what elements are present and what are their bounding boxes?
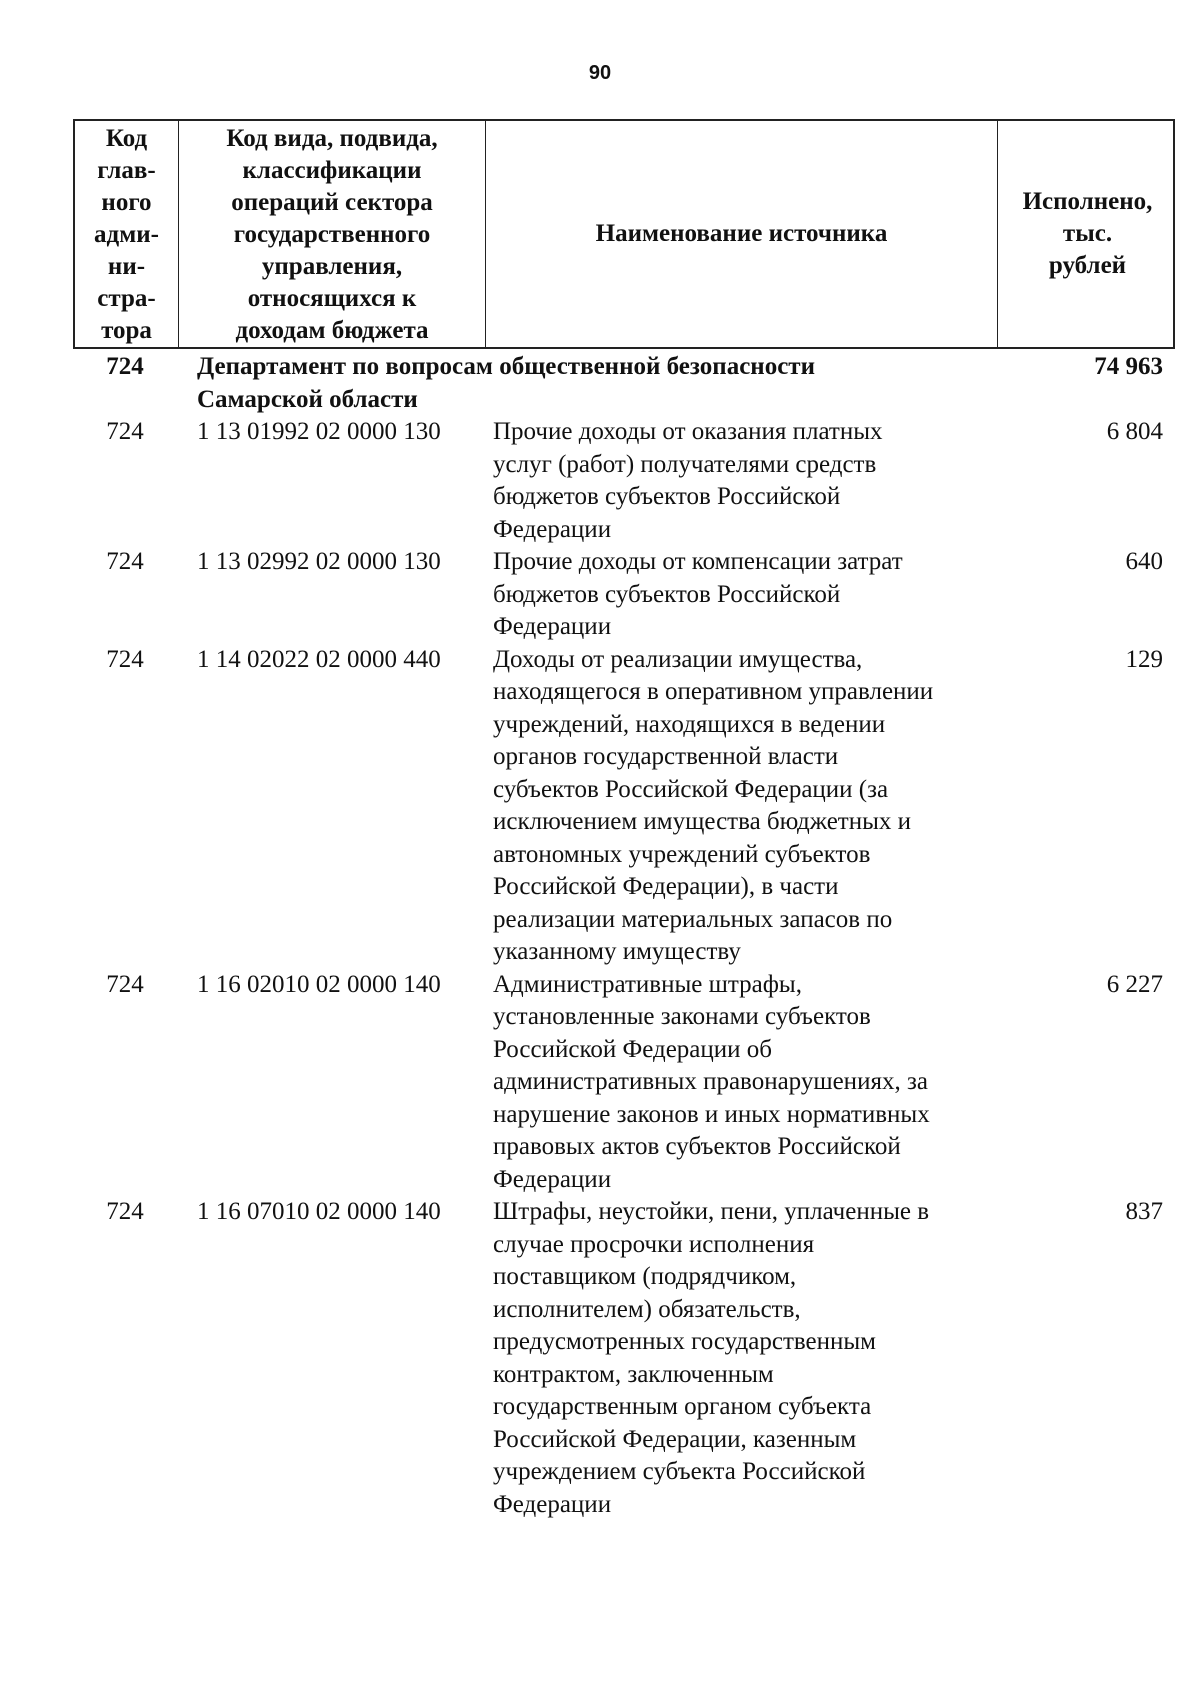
source-name-line: субъектов Российской Федерации (за — [493, 775, 889, 803]
source-name — [484, 644, 996, 969]
table-row — [73, 644, 1175, 969]
source-name-line: Федерации — [493, 1165, 612, 1193]
classification-code: 1 14 02022 02 0000 440 — [197, 645, 441, 673]
department-name — [177, 351, 996, 416]
header-code-line: Код вида, подвида, — [226, 125, 438, 152]
header-code-line: доходам бюджета — [235, 317, 429, 344]
source-name-line: Административные штрафы, — [493, 970, 802, 998]
header-admin-code — [75, 121, 179, 347]
header-admin-line: глав- — [97, 157, 156, 184]
amount: 6 227 — [1106, 970, 1163, 998]
source-name — [484, 1196, 996, 1521]
table-body — [73, 351, 1175, 1521]
header-admin-line: ного — [101, 189, 152, 216]
source-name-line: правовых актов субъектов Российской — [493, 1133, 901, 1160]
table-row — [73, 416, 1175, 546]
admin-code: 724 — [106, 548, 144, 575]
amount: 6 804 — [1106, 418, 1163, 445]
source-name-line: находящегося в оперативном управлении — [493, 678, 934, 705]
table-row — [73, 1196, 1175, 1521]
source-name — [484, 969, 996, 1197]
admin-code: 724 — [106, 970, 144, 998]
source-name-line: учреждением субъекта Российской — [493, 1458, 866, 1485]
table-header — [73, 119, 1175, 349]
header-source-name — [486, 121, 998, 347]
header-amount-line: Исполнено, — [1022, 188, 1153, 215]
admin-code: 724 — [106, 353, 144, 380]
source-name-line: предусмотренных государственным — [493, 1328, 876, 1355]
classification-code: 1 16 02010 02 0000 140 — [197, 970, 441, 998]
source-name-line: установленные законами субъектов — [493, 1003, 871, 1030]
source-name-line: Прочие доходы от оказания платных — [493, 418, 883, 445]
header-admin-line: тора — [101, 317, 152, 344]
source-name-line: Штрафы, неустойки, пени, уплаченные в — [493, 1198, 930, 1225]
classification-code: 1 13 02992 02 0000 130 — [197, 548, 441, 575]
table-row — [73, 969, 1175, 1197]
source-name-line: Российской Федерации об — [493, 1035, 772, 1063]
header-name-text: Наименование источника — [595, 220, 888, 247]
header-code-line: классификации — [242, 157, 422, 184]
source-name-line: Федерации — [493, 613, 612, 640]
source-name-line: исполнителем) обязательств, — [493, 1295, 801, 1323]
table-row — [73, 546, 1175, 644]
source-name-line: нарушение законов и иных нормативных — [493, 1100, 930, 1128]
header-classification-code — [179, 121, 486, 347]
page-number: 90 — [588, 62, 612, 84]
admin-code: 724 — [106, 418, 144, 445]
source-name-line: Доходы от реализации имущества, — [493, 645, 863, 673]
source-name-line: органов государственной власти — [493, 743, 839, 770]
admin-code: 724 — [106, 645, 144, 673]
header-admin-line: адми- — [94, 221, 159, 248]
source-name-line: государственным органом субъекта — [493, 1393, 872, 1420]
header-code-line: государственного — [233, 221, 431, 248]
header-code-line: относящихся к — [247, 285, 417, 312]
classification-code: 1 13 01992 02 0000 130 — [197, 418, 441, 445]
department-name-line: Департамент по вопросам общественной безопасности — [197, 353, 815, 380]
source-name-line: учреждений, находящихся в ведении — [493, 710, 886, 738]
department-row — [73, 351, 1175, 416]
source-name-line: административных правонарушениях, за — [493, 1068, 928, 1095]
amount: 129 — [1125, 645, 1163, 673]
source-name-line: контрактом, заключенным — [493, 1360, 774, 1388]
department-name-line: Самарской области — [197, 385, 418, 413]
header-code-line: операций сектора — [231, 189, 433, 216]
source-name — [484, 546, 996, 644]
source-name-line: указанному имуществу — [493, 938, 741, 965]
source-name-line: Российской Федерации), в части — [493, 873, 839, 900]
source-name-line: исключением имущества бюджетных и — [493, 808, 912, 835]
classification-code: 1 16 07010 02 0000 140 — [197, 1198, 441, 1225]
header-amount — [998, 121, 1177, 347]
header-admin-line: стра- — [97, 285, 156, 312]
amount: 74 963 — [1094, 353, 1163, 380]
amount: 640 — [1125, 548, 1163, 575]
header-amount-line: рублей — [1048, 252, 1127, 279]
source-name — [484, 416, 996, 546]
header-amount-line: тыс. — [1062, 220, 1113, 247]
admin-code: 724 — [106, 1198, 144, 1225]
source-name-line: услуг (работ) получателями средств — [493, 450, 877, 478]
source-name-line: автономных учреждений субъектов — [493, 840, 871, 868]
header-admin-line: ни- — [107, 253, 146, 280]
header-admin-line: Код — [105, 125, 148, 152]
source-name-line: бюджетов субъектов Российской — [493, 580, 841, 608]
header-code-line: управления, — [261, 253, 403, 280]
amount: 837 — [1125, 1198, 1163, 1225]
source-name-line: реализации материальных запасов по — [493, 905, 893, 933]
source-name-line: Федерации — [493, 1490, 612, 1518]
source-name-line: поставщиком (подрядчиком, — [493, 1263, 797, 1290]
source-name-line: бюджетов субъектов Российской — [493, 483, 841, 510]
source-name-line: Прочие доходы от компенсации затрат — [493, 548, 903, 575]
source-name-line: Федерации — [493, 515, 612, 543]
source-name-line: Российской Федерации, казенным — [493, 1425, 857, 1453]
source-name-line: случае просрочки исполнения — [493, 1230, 815, 1258]
